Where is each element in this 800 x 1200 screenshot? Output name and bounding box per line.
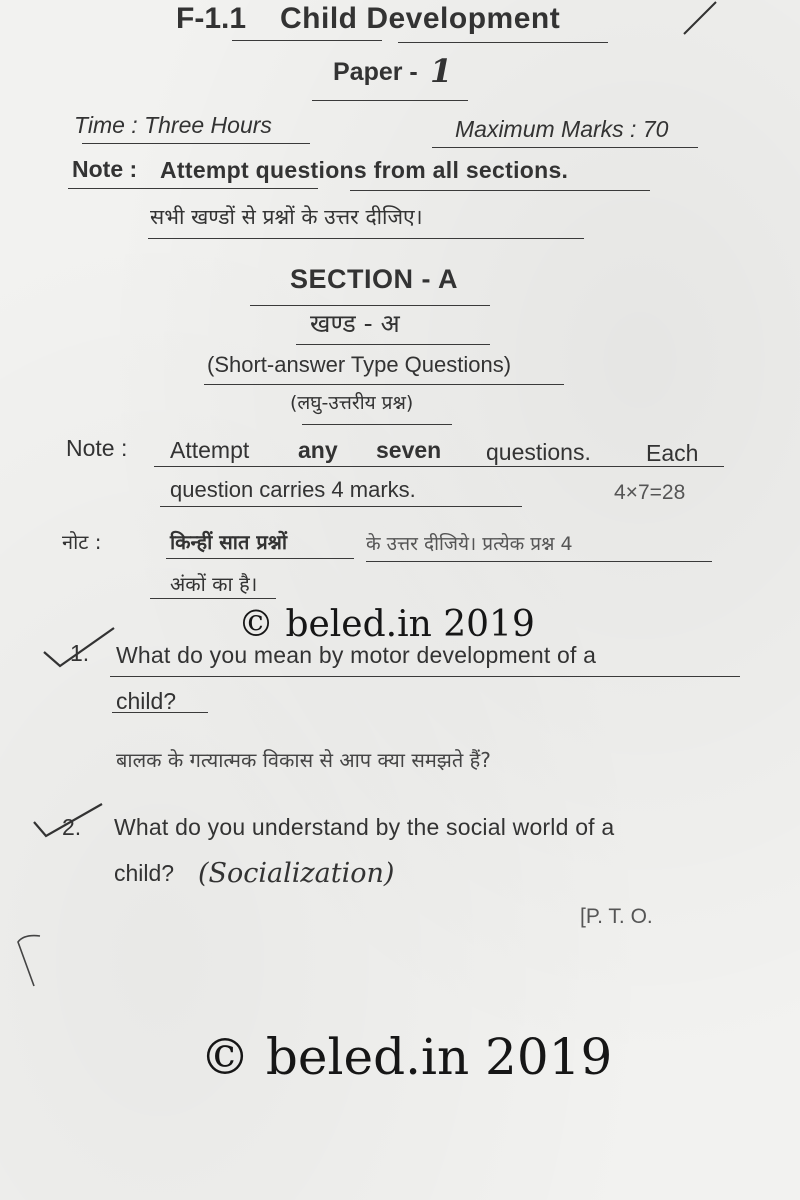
question-text-hindi: बालक के गत्यात्मक विकास से आप क्या समझते हैं? [116, 748, 491, 772]
watermark: © beled.in 2019 [238, 604, 535, 645]
section-title-hindi: खण्ड - अ [310, 309, 400, 338]
section-note-underline [154, 466, 724, 467]
question-underline [112, 712, 208, 713]
note-text: Attempt questions from all sections. [160, 157, 569, 183]
page-turn-note: [P. T. O. [580, 905, 653, 928]
section-note-hindi-underline [150, 598, 276, 599]
section-type-hindi-underline [302, 424, 452, 425]
marks-calculation: 4×7=28 [614, 481, 686, 504]
note-hindi-underline [148, 238, 584, 239]
section-note-word: questions. [486, 439, 591, 465]
note-label: Note : [72, 156, 138, 182]
section-hindi-underline [296, 344, 490, 345]
question-text: What do you mean by motor development of a [116, 642, 597, 668]
course-code: F-1.1 [176, 2, 247, 35]
section-note-hindi-text: किन्हीं सात प्रश्नों [170, 530, 288, 554]
section-note-word: Attempt [170, 437, 250, 463]
note-underline [350, 190, 650, 191]
section-note-underline [160, 506, 522, 507]
paper-label: Paper - [333, 58, 418, 86]
time-label: Time : Three Hours [74, 112, 272, 138]
watermark: © beled.in 2019 [200, 1028, 613, 1086]
section-note-label: Note : [66, 435, 128, 461]
question-text: child? [116, 688, 177, 714]
section-note-hindi-label: नोट : [62, 530, 102, 554]
time-underline [82, 143, 310, 144]
section-note-hindi-underline [366, 561, 712, 562]
section-note-word: any [298, 437, 338, 463]
corner-pen-mark [676, 0, 726, 40]
section-note-hindi-text: के उत्तर दीजिये। प्रत्येक प्रश्न 4 [366, 533, 573, 555]
question-text: What do you understand by the social world of a [114, 814, 615, 840]
question-underline [110, 676, 740, 677]
question-text: child? [114, 860, 175, 886]
paper-title: Child Development [280, 2, 561, 35]
paper-underline [312, 100, 468, 101]
section-note-word: seven [376, 437, 442, 463]
note-underline [68, 188, 318, 189]
marks-underline [432, 147, 698, 148]
section-type-hindi: (लघु-उत्तरीय प्रश्न) [290, 392, 414, 414]
title-underline [398, 42, 608, 43]
section-note-hindi-text: अंकों का है। [170, 572, 258, 596]
handwritten-annotation: (Socialization) [198, 858, 395, 889]
title-underline [232, 40, 382, 41]
question-number: 2. [62, 814, 82, 840]
paper-number: 1 [430, 52, 453, 90]
section-title: SECTION - A [290, 264, 459, 294]
stray-pen-mark [10, 930, 50, 990]
section-note-line-2: question carries 4 marks. [170, 477, 416, 502]
question-number: 1. [70, 640, 90, 666]
note-text-hindi: सभी खण्डों से प्रश्नों के उत्तर दीजिए। [150, 205, 423, 229]
section-note-hindi-underline [166, 558, 354, 559]
section-note-word: Each [646, 440, 699, 466]
section-type-underline [204, 384, 564, 385]
section-type: (Short-answer Type Questions) [207, 352, 512, 377]
max-marks: Maximum Marks : 70 [455, 116, 669, 142]
